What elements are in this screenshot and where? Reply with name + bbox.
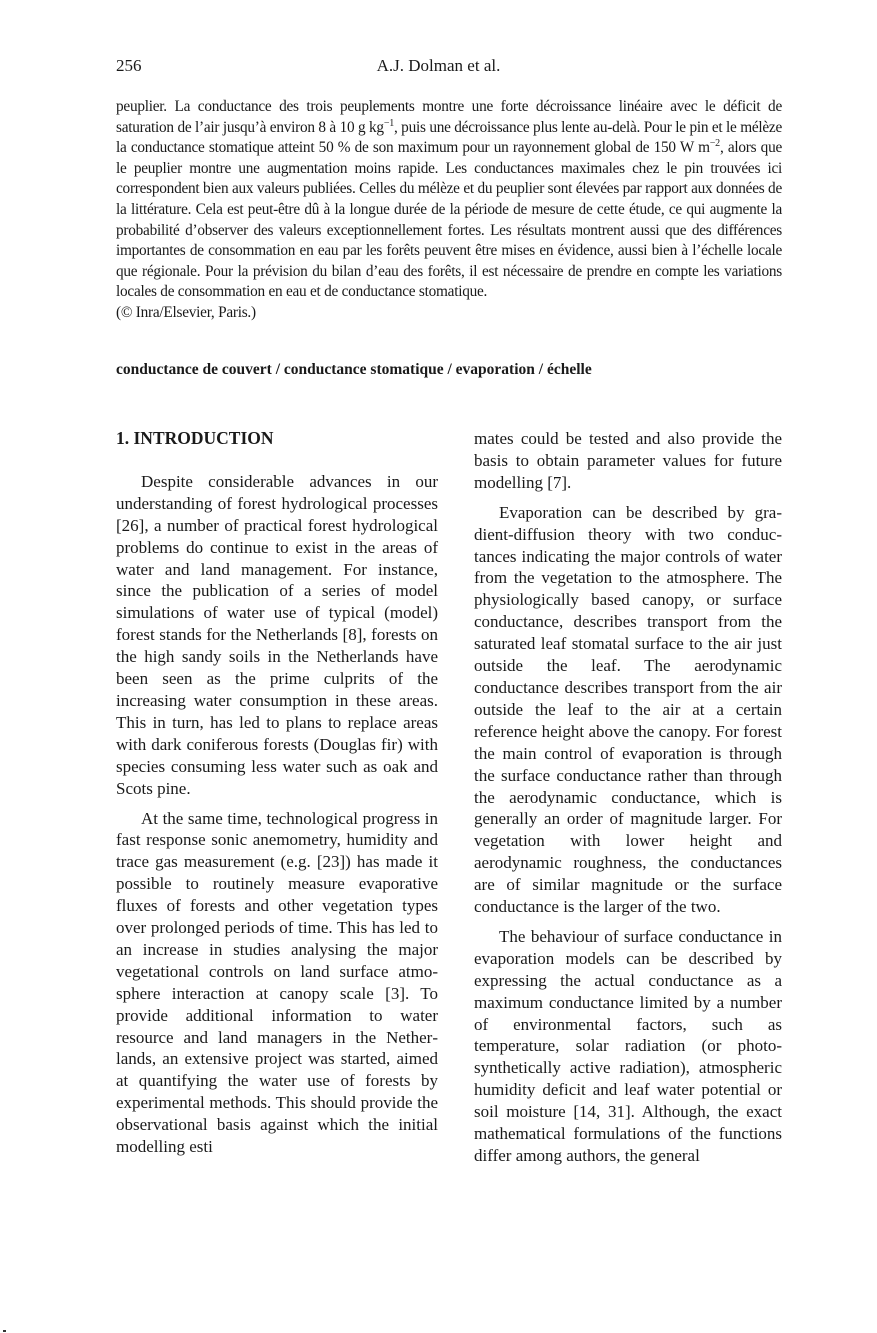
keywords: conductance de couvert / conductance stomatique / evaporation / échelle [116,361,592,378]
left-column [116,428,438,1166]
section-heading: 1. INTRODUCTION [116,428,274,448]
body-paragraph-continuation: mates could be tested and also provide the basis to obtain parameter values for future modelling [7]. [474,429,782,492]
page-number: 256 [116,56,142,75]
abstract-paragraph: peuplier. La conductance des trois peuplements montre une forte décroissance linéaire avec le déficit de saturation de l’air jusqu’à environ 8 à 10 g $kg^{-1}$, puis une décroissance plus lente au-delà. Pour le pin et le mélèze la conductance stomatique atteint 50 % de son maximum pour un rayonnement global de 150 W $m^{-2}$, alors que le peuplier montre une augmentation moins rapide. Les conductances maximales chez le pin trouvées ici correspondent bien aux valeurs publiées. Celles du mélèze et du peuplier sont élevées par rapport aux données de la littérature. Cela est peut-être dû à la longue durée de la période de mesure de cette étude, ce qui augmente la probabilité d’observer des valeurs exceptionnellement fortes. Les résultats montrent aussi que des différences importantes de consommation en eau par les forêts peuvent être mises en évidence, aussi bien à l’échelle locale que régionale. Pour la prévision du bilan d’eau des forêts, il est nécessaire de prendre en compte les variations locales de consommation en eau et de conductance stomatique. [116,98,783,301]
body-paragraph: Despite considerable advances in our understanding of forest hydrological processes [26], a number of practical forest hydrological problems do continue to exist in the areas of water and land management. For instance, since the publication of a series of model simulations of water use of typical (model) forest stands for the Netherlands [8], forests on the high sandy soils in the Netherlands have been seen as the prime culprits of the increasing water consumption in these areas. This in turn, has led to plans to replace areas with dark coniferous forests (Douglas fir) with species consuming less water such as oak and Scots pine. [116,471,438,798]
body-paragraph: Evaporation can be described by gradient-diffusion theory with two conductances indicating the major controls of water from the vegetation to the atmosphere. The physiologically based canopy, or surface conductance, describes transport from the saturated leaf stomatal surface to the air just outside the leaf. The aerodynamic conductance describes transport from the air outside the leaf to the air at a certain reference height above the canopy. For forest the main control of evaporation is through the surface conductance rather than through the aerodynamic conductance, which is generally an order of magnitude larger. For vegetation with lower height and aerodynamic roughness, the conductances are of similar magnitude or the surface conductance is the larger of the two. [474,502,782,917]
scan-artifact [3,1330,6,1332]
abstract-copyright: (© Inra/Elsevier, Paris.) [116,303,256,321]
body-paragraph: At the same time, technological progress in fast response sonic anemometry, humidity and trace gas measurement (e.g. [23]) has made it possible to routinely measure evaporative fluxes of forests and other vegetation types over prolonged periods of time. This has led to an increase in studies analysing the major vegetational controls on land surface atmosphere interaction at canopy scale [3]. To provide additional information to water resource and land managers in the Netherlands, an extensive project was started, aimed at quantifying the water use of forests by experimental methods. This should provide the observational basis against which the initial modelling esti [116,808,438,1157]
right-column [474,428,782,1175]
french-abstract [116,97,782,324]
body-paragraph: The behaviour of surface conductance in evaporation models can be described by expressing the actual conductance as a maximum conductance limited by a number of environmental factors, such as temperature, solar radiation (or photosynthetically active radiation), atmospheric humidity deficit and leaf water potential or soil moisture [14, 31]. Although, the exact mathematical formulations of the functions differ among authors, the general [474,926,782,1165]
running-head-authors: A.J. Dolman et al. [376,56,501,75]
